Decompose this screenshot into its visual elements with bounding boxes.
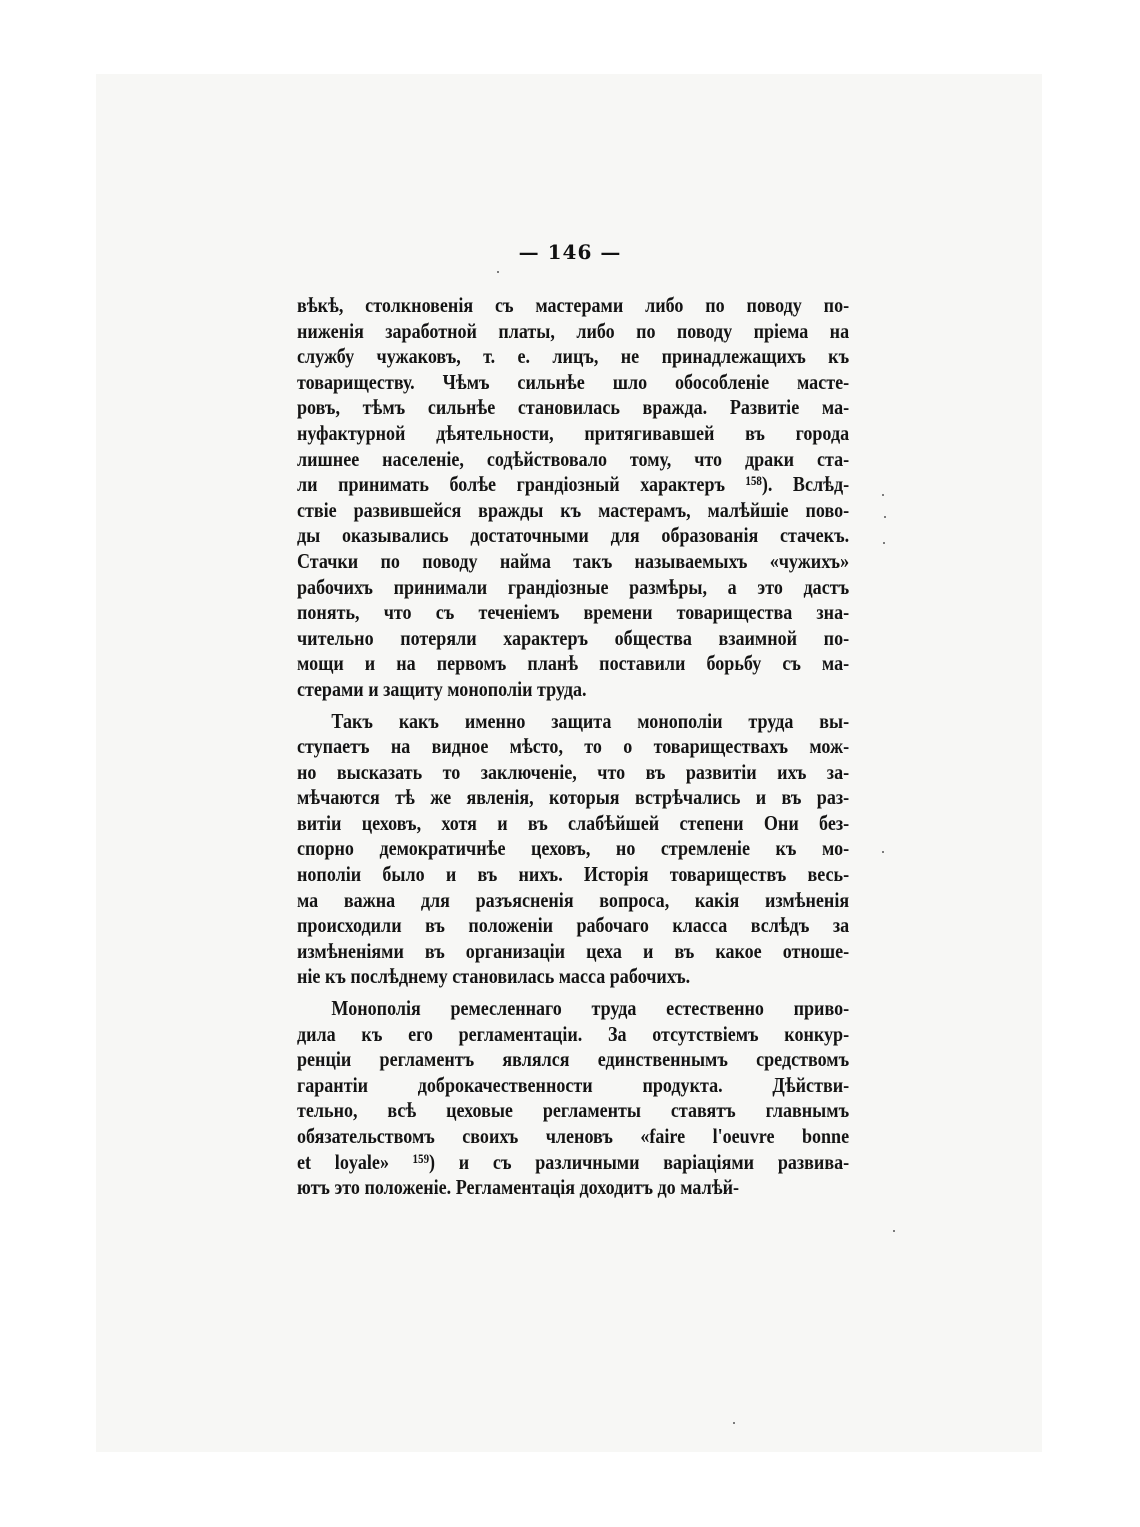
text-line: товариществу. Чѣмъ сильнѣе шло обособленіе мастe-	[297, 369, 850, 394]
text-line: службу чужаковъ, т. е. лицъ, не принадлежащихъ къ	[297, 344, 850, 369]
text-line: ніе къ послѣднему становилась масса рабочихъ.	[297, 964, 691, 989]
text-line: нуфактурной дѣятельности, притягивавшей въ города	[297, 420, 850, 445]
text-line: Такъ какъ именно защита монополіи труда вы-	[331, 708, 850, 733]
text-line: витіи цеховъ, хотя и въ слабѣйшей степени Они без-	[297, 810, 850, 835]
scan-speck	[883, 542, 885, 544]
body-text	[297, 293, 850, 1201]
text-line: измѣненіями въ организаціи цеха и въ какое отноше-	[297, 938, 850, 963]
text-line: ли принимать болѣе грандіозный характеръ ¹⁵⁸). Вслѣд-	[297, 472, 850, 497]
text-line: тельно, всѣ цеховые регламенты ставятъ главнымъ	[297, 1098, 850, 1123]
text-line: мощи и на первомъ планѣ поставили борьбу съ ма-	[297, 651, 850, 676]
text-line: ровъ, тѣмъ сильнѣе становилась вражда. Развитіе ма-	[297, 395, 850, 420]
text-line: et loyale» ¹⁵⁹) и съ различными варіаціями развива-	[297, 1149, 850, 1174]
paragraph	[297, 709, 849, 991]
page-number: — 146 —	[518, 240, 622, 264]
text-line: ды оказывались достаточными для образованія стачекъ.	[297, 523, 850, 548]
text-line: но высказать то заключеніе, что въ развитіи ихъ за-	[297, 759, 850, 784]
text-line: вѣкѣ, столкновенія съ мастерами либо по поводу по-	[297, 293, 850, 317]
text-line: лишнее населеніе, содѣйствовало тому, что драки ста-	[297, 446, 850, 471]
text-line: понять, что съ теченіемъ времени товарищества зна-	[297, 600, 850, 625]
text-line: мѣчаются тѣ же явленія, которыя встрѣчались и въ раз-	[297, 785, 850, 810]
scan-speck	[882, 494, 884, 496]
scan-speck	[497, 271, 499, 273]
text-line: нополіи было и въ нихъ. Исторія товариществъ весь-	[297, 862, 850, 887]
text-line: ступаетъ на видное мѣсто, то о товариществахъ мож-	[297, 734, 850, 759]
text-line: Стачки по поводу найма такъ называемыхъ «чужихъ»	[297, 548, 850, 573]
text-line: Монополія ремесленнаго труда естественно приво-	[331, 996, 850, 1021]
scan-speck	[733, 1422, 735, 1424]
text-line: стерами и защиту монополіи труда.	[297, 676, 587, 701]
text-line: ренціи регламентъ являлся единственнымъ средствомъ	[297, 1047, 850, 1072]
text-line: происходили въ положеніи рабочаго класса вслѣдъ за	[297, 913, 850, 938]
text-line: чительно потеряли характеръ общества взаимной по-	[297, 625, 850, 650]
text-line: дила къ его регламентаціи. За отсутствіемъ конкур-	[297, 1021, 850, 1046]
scan-speck	[884, 516, 886, 518]
text-line: ма важна для разъясненія вопроса, какія измѣненія	[297, 887, 850, 912]
scan-speck	[882, 851, 884, 853]
text-line: обязательствомъ своихъ членовъ «faire l'oeuvre bonne	[297, 1124, 850, 1148]
body-text-inner	[297, 293, 849, 1201]
text-line: рабочихъ принимали грандіозные размѣры, а это дастъ	[297, 574, 850, 599]
paragraph	[297, 996, 849, 1201]
text-line: спорно демократичнѣе цеховъ, но стремленіе къ мо-	[297, 836, 850, 861]
text-line: ютъ это положеніе. Регламентація доходитъ до малѣй-	[297, 1175, 739, 1200]
scan-speck	[893, 1230, 895, 1232]
paragraph	[297, 293, 849, 703]
text-line: ствіе развившейся вражды къ мастерамъ, малѣйшіе пово-	[297, 497, 850, 522]
text-line: ниженія заработной платы, либо по поводу пріема на	[297, 318, 850, 343]
text-line: гарантіи доброкачественности продукта. Дѣйстви-	[297, 1072, 850, 1097]
